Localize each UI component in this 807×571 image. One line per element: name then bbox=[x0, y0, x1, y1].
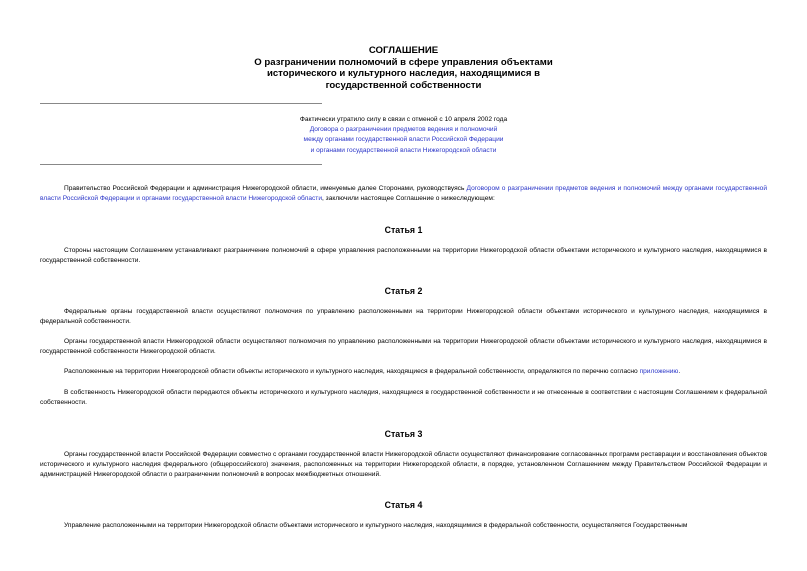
document-subtitle-line-2: исторического и культурного наследия, находящимися в bbox=[266, 68, 541, 79]
preamble-text-before: Правительство Российской Федерации и администрация Нижегородской области, именуемые далее Сторонами, руководствуясь bbox=[64, 185, 467, 192]
appendix-link[interactable]: приложению bbox=[639, 368, 679, 375]
article-3-heading: Статья 3 bbox=[384, 429, 423, 439]
article-4-heading: Статья 4 bbox=[384, 500, 423, 510]
article-4-paragraph-1: Управление расположенными на территории Нижегородской области объектами исторического и культурного наследия, находящимися в федеральной собственности, осуществляется Государственным bbox=[64, 522, 688, 529]
preamble-text-after: , заключили настоящее Соглашение о нижеследующем: bbox=[322, 195, 495, 203]
repeal-reference-link-line-3[interactable]: и органами государственной власти Нижегородской области bbox=[310, 146, 497, 154]
article-2-paragraph-4: В собственность Нижегородской области передаются объекты исторического и культурного наследия, находящиеся в государственной собственности и не отнесенные в соответствии с настоящим Соглашением к федеральной собственности. bbox=[40, 389, 767, 407]
article-2-heading: Статья 2 bbox=[384, 286, 423, 296]
document-title: СОГЛАШЕНИЕ bbox=[368, 45, 439, 56]
repeal-reference-link-line-2[interactable]: между органами государственной власти Российской Федерации bbox=[303, 136, 504, 144]
treaty-link[interactable]: Договором о разграничении предметов ведения и полномочий между органами государственной власти Российской Федерации и органами государственной власти Нижегородской области bbox=[40, 185, 767, 203]
repeal-reference-link-line-1[interactable]: Договора о разграничении предметов ведения и полномочий bbox=[309, 126, 498, 134]
article-2-appendix-text-before: Расположенные на территории Нижегородской области объекты исторического и культурного наследия, находящиеся в федеральной собственности, определяются по перечню согласно bbox=[64, 368, 640, 375]
status-note bbox=[0, 115, 807, 156]
bottom-divider bbox=[40, 164, 322, 165]
document-subtitle-line-3: государственной собственности bbox=[325, 79, 482, 91]
top-divider bbox=[40, 103, 322, 104]
article-1-paragraph-1: Стороны настоящим Соглашением устанавливают разграничение полномочий в сфере управления расположенными на территории Нижегородской области объектами исторического и культурного наследия, находящимися в государственной собственности. bbox=[40, 247, 767, 265]
document-title-block bbox=[0, 45, 807, 91]
article-3-paragraph-1: Органы государственной власти Российской Федерации совместно с органами государственной власти Нижегородской области осуществляют финансирование согласованных программ реставрации и восстановления объектов исторического и культурного наследия федерального (общероссийского) значения, расположенных на территории Нижегородской области, в порядке, установленном Соглашением между Правительством Российской Федерации и администрацией Нижегородской области о разграничении полномочий в вопросах межбюджетных отношений. bbox=[40, 451, 767, 479]
status-text: Фактически утратило силу в связи с отменой с 10 апреля 2002 года bbox=[299, 116, 508, 123]
article-2-paragraph-3 bbox=[40, 367, 767, 377]
article-2-appendix-text-after: . bbox=[678, 368, 681, 375]
article-2-paragraph-2: Органы государственной власти Нижегородской области осуществляют полномочия по управлению расположенными на территории Нижегородской области объектами исторического и культурного наследия, находящимися в государственной собственности Нижегородской области. bbox=[40, 338, 767, 356]
preamble-paragraph bbox=[40, 184, 767, 204]
article-1-heading: Статья 1 bbox=[384, 225, 423, 235]
article-2-paragraph-1: Федеральные органы государственной власти осуществляют полномочия по управлению расположенными на территории Нижегородской области объектами исторического и культурного наследия, находящимися в федеральной собственности. bbox=[40, 308, 767, 326]
document-subtitle-line-1: О разграничении полномочий в сфере управления объектами bbox=[254, 56, 553, 68]
